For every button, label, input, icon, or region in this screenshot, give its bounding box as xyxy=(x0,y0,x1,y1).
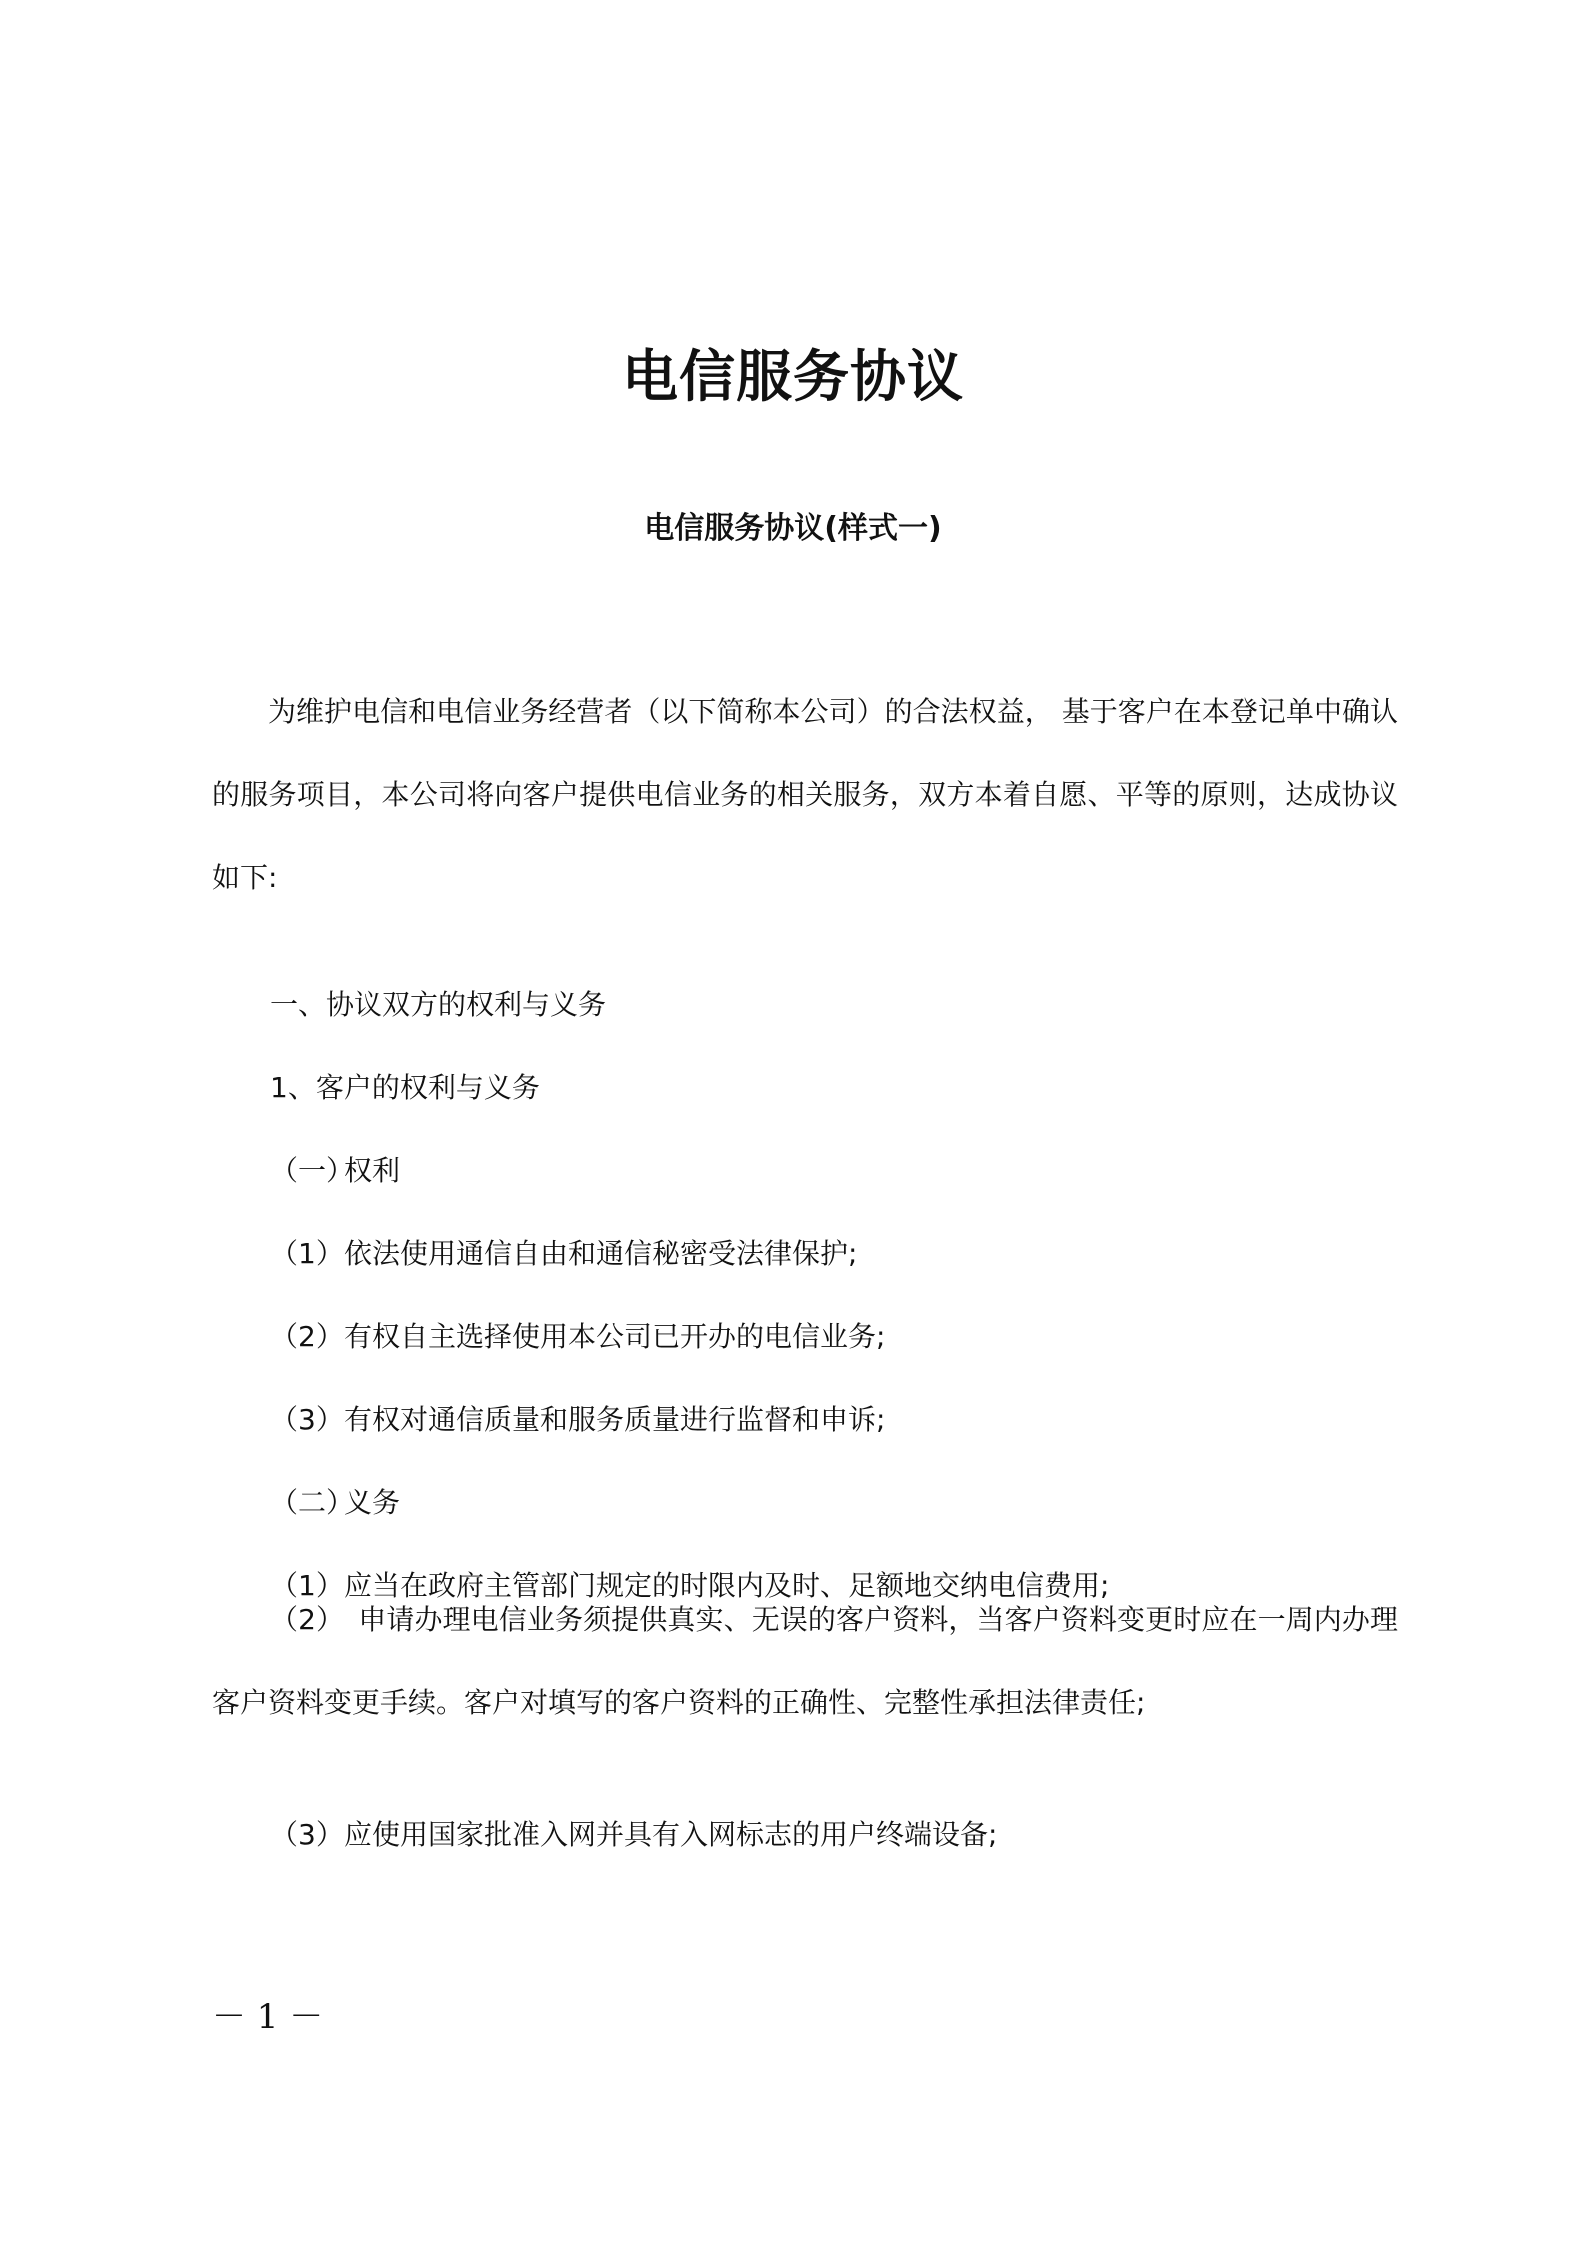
obligations-heading xyxy=(270,1478,400,1528)
item-text: 有权对通信质量和服务质量进行监督和申诉; xyxy=(344,1403,886,1436)
item-number: （1） xyxy=(270,1237,344,1270)
item-text: 应使用国家批准入网并具有入网标志的用户终端设备; xyxy=(344,1818,998,1851)
item-number: （2） xyxy=(270,1320,344,1353)
item-text: 有权自主选择使用本公司已开办的电信业务; xyxy=(344,1320,886,1353)
section-heading: 一、协议双方的权利与义务 xyxy=(270,988,607,1021)
rights-heading-label: 权利 xyxy=(344,1154,401,1187)
obligations-item xyxy=(270,1810,997,1860)
document-subtitle: 电信服务协议(样式一) xyxy=(644,511,942,546)
item-number: （3） xyxy=(270,1818,344,1851)
item-number: （1） xyxy=(270,1569,344,1602)
document-title: 电信服务协议 xyxy=(622,345,964,410)
item-number: （3） xyxy=(270,1403,344,1436)
item-text: 依法使用通信自由和通信秘密受法律保护; xyxy=(344,1237,858,1270)
rights-heading xyxy=(270,1146,400,1196)
item-text: 应当在政府主管部门规定的时限内及时、足额地交纳电信费用; xyxy=(344,1569,1110,1602)
item-number: （2） xyxy=(270,1603,345,1636)
obligations-item-long xyxy=(212,1578,1398,1744)
subsection-heading: 1、客户的权利与义务 xyxy=(270,1071,540,1104)
item-text: 申请办理电信业务须提供真实、无误的客户资料，当客户资料变更时应在一周内办理客户资料变更手续。客户对填写的客户资料的正确性、完整性承担法律责任; xyxy=(212,1603,1398,1719)
rights-item xyxy=(270,1395,885,1445)
page-number: － 1 － xyxy=(212,1997,324,2037)
rights-item xyxy=(270,1229,857,1279)
rights-item xyxy=(270,1312,885,1362)
obligations-heading-label: 义务 xyxy=(344,1486,401,1519)
obligations-heading-number: （二） xyxy=(270,1486,355,1519)
rights-heading-number: （一） xyxy=(270,1154,355,1187)
intro-paragraph: 为维护电信和电信业务经营者（以下简称本公司）的合法权益， 基于客户在本登记单中确认的服务项目，本公司将向客户提供电信业务的相关服务，双方本着自愿、平等的原则，达成协议如下: xyxy=(212,695,1398,894)
